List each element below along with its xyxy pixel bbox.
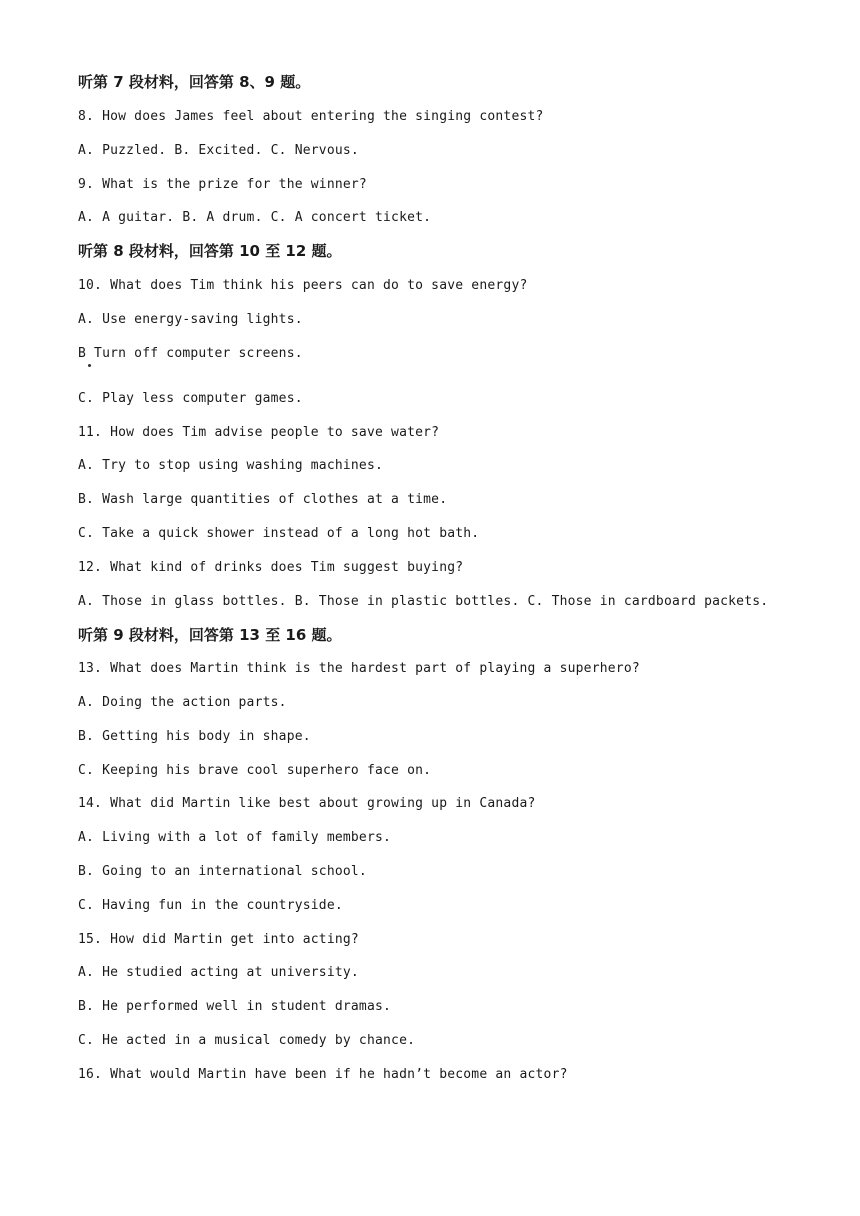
question-8-options: A. Puzzled. B. Excited. C. Nervous. — [78, 143, 359, 158]
question-13-option-c: C. Keeping his brave cool superhero face on. — [78, 763, 432, 778]
section-7-heading: 听第 7 段材料，回答第 8、9 题。 — [78, 73, 311, 91]
question-15-option-a: A. He studied acting at university. — [78, 965, 359, 980]
question-14-option-a: A. Living with a lot of family members. — [78, 830, 392, 845]
question-11-option-b: B. Wash large quantities of clothes at a time. — [78, 492, 448, 507]
question-13-option-a: A. Doing the action parts. — [78, 695, 287, 710]
question-11-option-a: A. Try to stop using washing machines. — [78, 458, 384, 473]
question-10-option-b: B Turn off computer screens. — [78, 346, 303, 361]
question-8: 8. How does James feel about entering the singing contest? — [78, 109, 544, 124]
question-9: 9. What is the prize for the winner? — [78, 177, 367, 192]
question-12-options: A. Those in glass bottles. B. Those in plastic bottles. C. Those in cardboard packets. — [78, 594, 769, 609]
section-9-heading: 听第 9 段材料，回答第 13 至 16 题。 — [78, 626, 342, 644]
question-15-option-b: B. He performed well in student dramas. — [78, 999, 392, 1014]
question-10: 10. What does Tim think his peers can do to save energy? — [78, 278, 528, 293]
question-14-option-c: C. Having fun in the countryside. — [78, 898, 343, 913]
question-16: 16. What would Martin have been if he hadn’t become an actor? — [78, 1067, 568, 1082]
question-14: 14. What did Martin like best about growing up in Canada? — [78, 796, 536, 811]
question-9-options: A. A guitar. B. A drum. C. A concert ticket. — [78, 210, 432, 225]
question-11-option-c: C. Take a quick shower instead of a long hot bath. — [78, 526, 480, 541]
question-13-option-b: B. Getting his body in shape. — [78, 729, 311, 744]
section-8-heading: 听第 8 段材料，回答第 10 至 12 题。 — [78, 242, 342, 260]
question-10-option-c: C. Play less computer games. — [78, 391, 303, 406]
question-14-option-b: B. Going to an international school. — [78, 864, 367, 879]
question-12: 12. What kind of drinks does Tim suggest buying? — [78, 560, 464, 575]
question-15: 15. How did Martin get into acting? — [78, 932, 359, 947]
question-10-option-a: A. Use energy-saving lights. — [78, 312, 303, 327]
question-13: 13. What does Martin think is the hardest part of playing a superhero? — [78, 661, 640, 676]
question-11: 11. How does Tim advise people to save water? — [78, 425, 440, 440]
question-15-option-c: C. He acted in a musical comedy by chance. — [78, 1033, 416, 1048]
stray-dot — [88, 364, 91, 367]
